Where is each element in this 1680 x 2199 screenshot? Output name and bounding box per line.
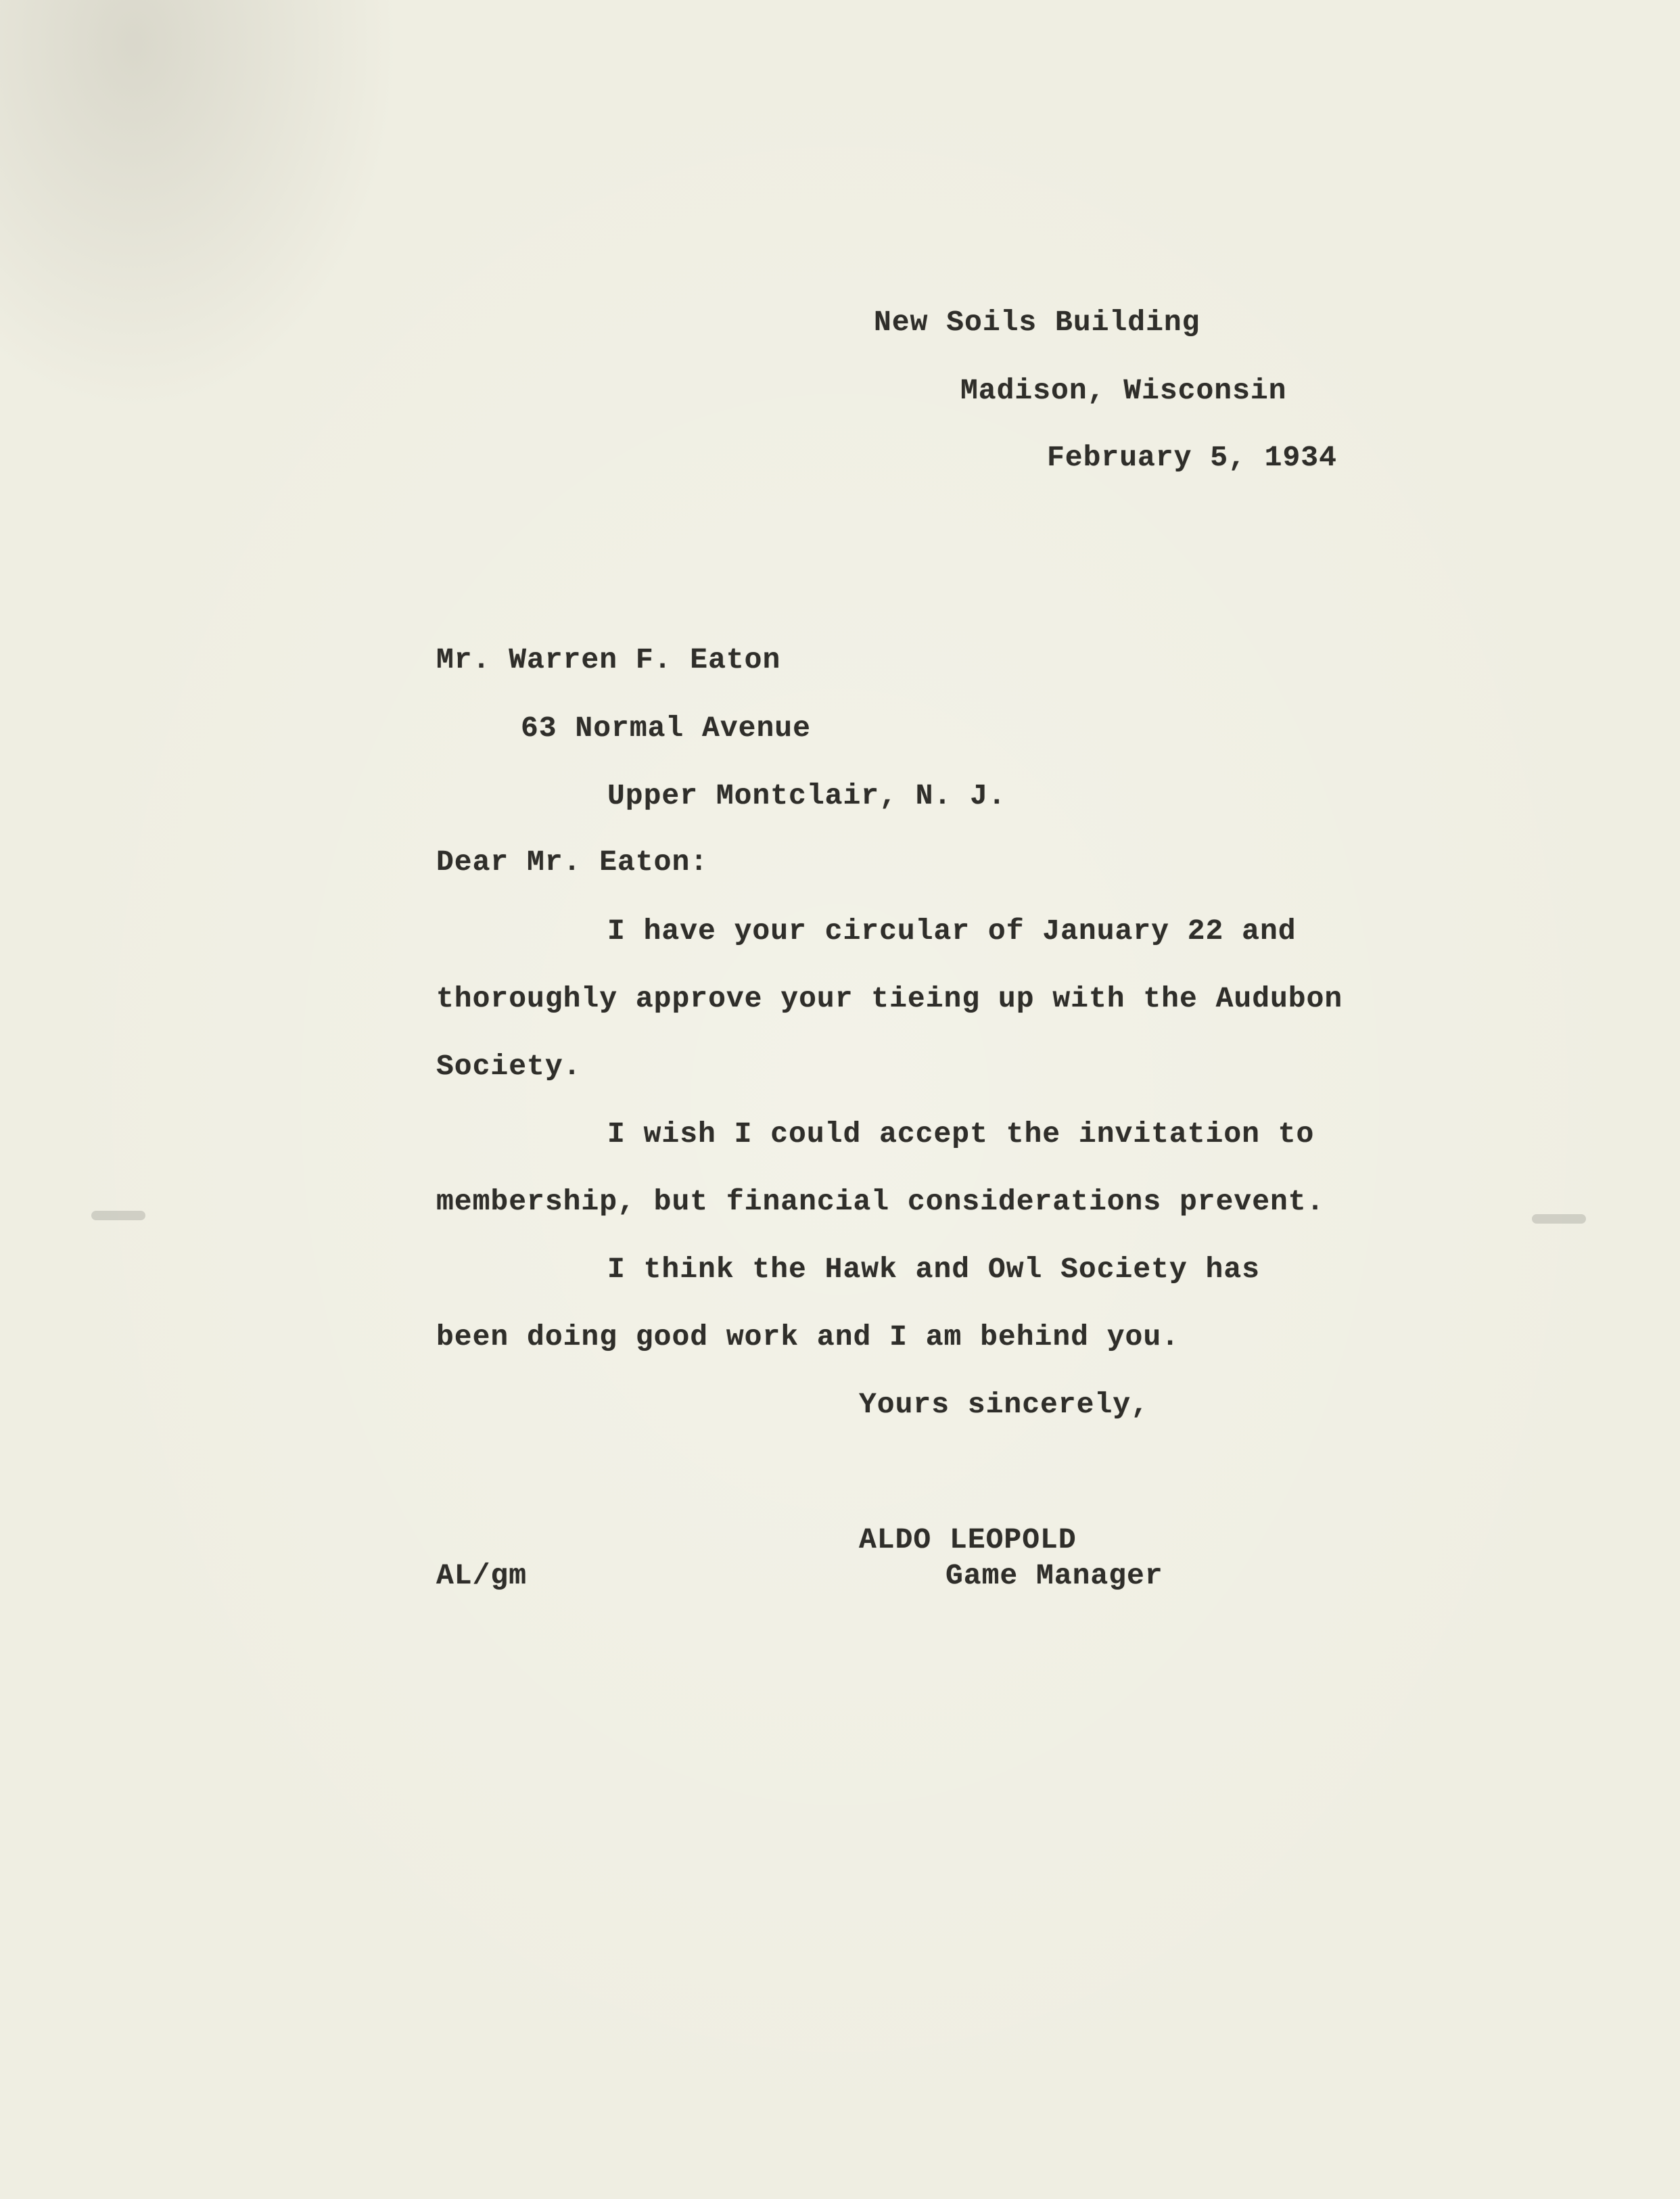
recipient-street: 63 Normal Avenue [521,712,811,745]
body-paragraph1-line1: I have your circular of January 22 and [607,915,1297,948]
closing: Yours sincerely, [859,1388,1149,1421]
left-punch-mark [91,1211,145,1220]
body-paragraph2-line2: membership, but financial considerations prevent. [436,1185,1325,1218]
letter-date: February 5, 1934 [1047,441,1337,474]
body-paragraph3-line2: been doing good work and I am behind you. [436,1320,1180,1353]
body-paragraph3-line1: I think the Hawk and Owl Society has [607,1253,1260,1286]
recipient-name: Mr. Warren F. Eaton [436,643,781,676]
recipient-city: Upper Montclair, N. J. [607,779,1006,812]
signature-title: Game Manager [946,1559,1163,1592]
body-paragraph2-line1: I wish I could accept the invitation to [607,1117,1315,1151]
body-paragraph1-line2: thoroughly approve your tieing up with the Audubon [436,982,1343,1015]
salutation: Dear Mr. Eaton: [436,846,709,879]
letterhead-address-line1: New Soils Building [874,306,1200,339]
right-punch-mark [1532,1214,1586,1224]
body-paragraph1-line3: Society. [436,1050,582,1083]
signature-name: ALDO LEOPOLD [859,1523,1077,1556]
typist-initials: AL/gm [436,1559,528,1592]
letterhead-address-line2: Madison, Wisconsin [960,374,1287,407]
